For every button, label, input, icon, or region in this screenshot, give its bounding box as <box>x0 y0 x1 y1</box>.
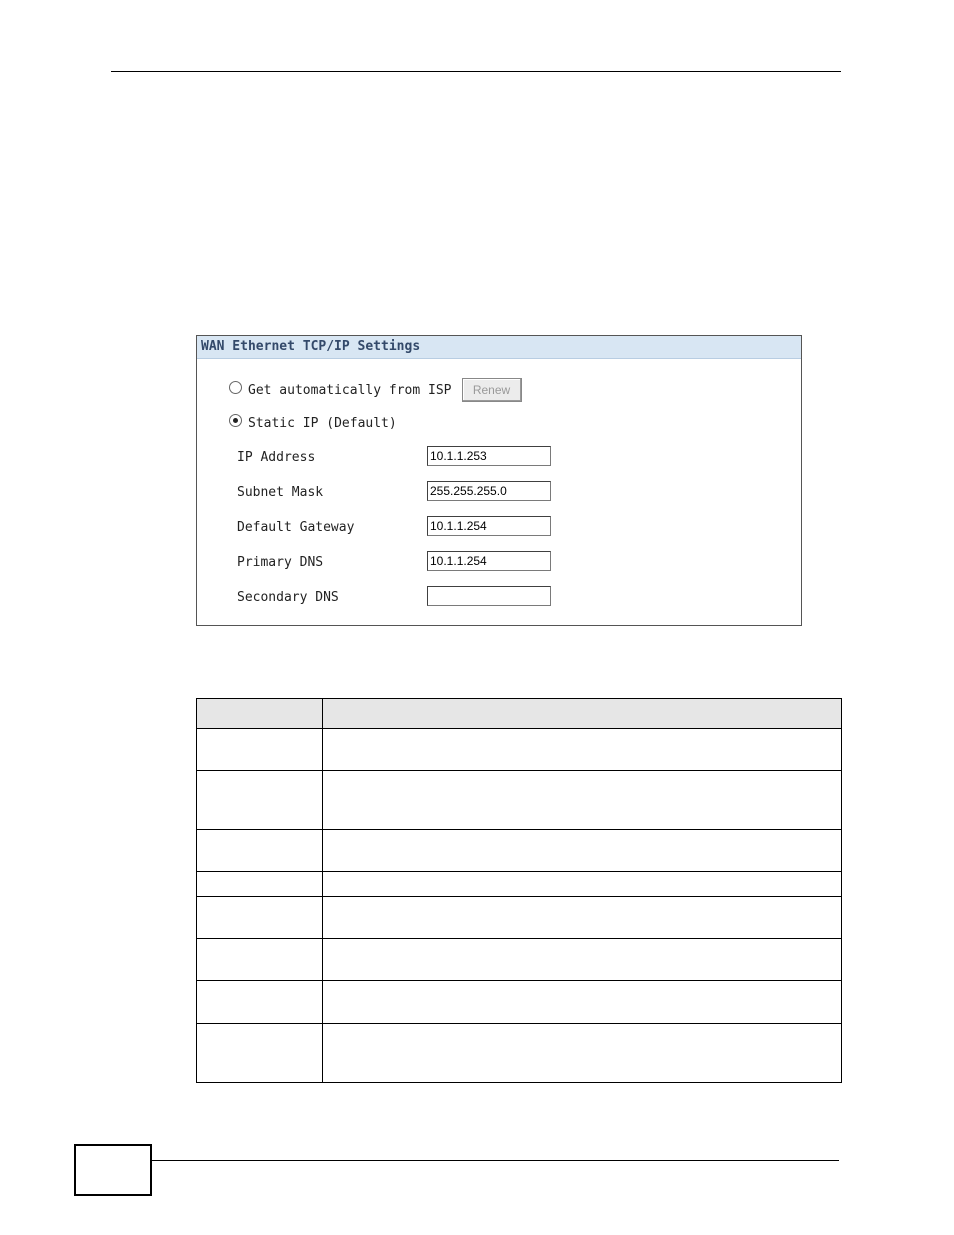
auto-ip-radio[interactable] <box>229 381 242 394</box>
panel-title: WAN Ethernet TCP/IP Settings <box>197 336 801 359</box>
table-row <box>197 872 842 897</box>
default-gateway-input[interactable] <box>427 516 551 536</box>
auto-ip-label: Get automatically from ISP <box>248 382 452 398</box>
secondary-dns-input[interactable] <box>427 586 551 606</box>
renew-button[interactable]: Renew <box>462 378 522 402</box>
subnet-mask-input[interactable] <box>427 481 551 501</box>
page-number-box <box>74 1144 152 1196</box>
table-cell <box>197 981 323 1024</box>
ip-address-input[interactable] <box>427 446 551 466</box>
table-row <box>197 1024 842 1083</box>
table-cell <box>323 939 842 981</box>
table-cell <box>323 729 842 771</box>
table-row <box>197 729 842 771</box>
table-header-row <box>197 699 842 729</box>
static-ip-radio[interactable] <box>229 414 242 427</box>
table-cell <box>323 771 842 830</box>
table-cell <box>323 830 842 872</box>
static-ip-row <box>229 416 397 431</box>
table-cell <box>197 830 323 872</box>
table-cell <box>197 897 323 939</box>
table-cell <box>323 897 842 939</box>
auto-ip-row <box>229 378 522 402</box>
table-cell <box>323 872 842 897</box>
table-cell <box>197 939 323 981</box>
table-cell <box>197 771 323 830</box>
table-row <box>197 981 842 1024</box>
primary-dns-label: Primary DNS <box>237 555 324 570</box>
table-row <box>197 771 842 830</box>
table-row <box>197 939 842 981</box>
table-row <box>197 897 842 939</box>
primary-dns-input[interactable] <box>427 551 551 571</box>
footer-rule <box>151 1160 839 1161</box>
table-header-cell <box>323 699 842 729</box>
table-cell <box>323 981 842 1024</box>
table-cell <box>323 1024 842 1083</box>
header-rule <box>111 71 841 72</box>
table-header-cell <box>197 699 323 729</box>
static-ip-label: Static IP (Default) <box>248 416 397 431</box>
table-row <box>197 830 842 872</box>
table-cell <box>197 872 323 897</box>
table-cell <box>197 729 323 771</box>
subnet-mask-label: Subnet Mask <box>237 485 324 500</box>
field-description-table <box>196 698 842 1083</box>
secondary-dns-label: Secondary DNS <box>237 590 339 605</box>
ip-address-label: IP Address <box>237 450 316 465</box>
wan-settings-panel <box>196 335 802 626</box>
table-cell <box>197 1024 323 1083</box>
default-gateway-label: Default Gateway <box>237 520 355 535</box>
